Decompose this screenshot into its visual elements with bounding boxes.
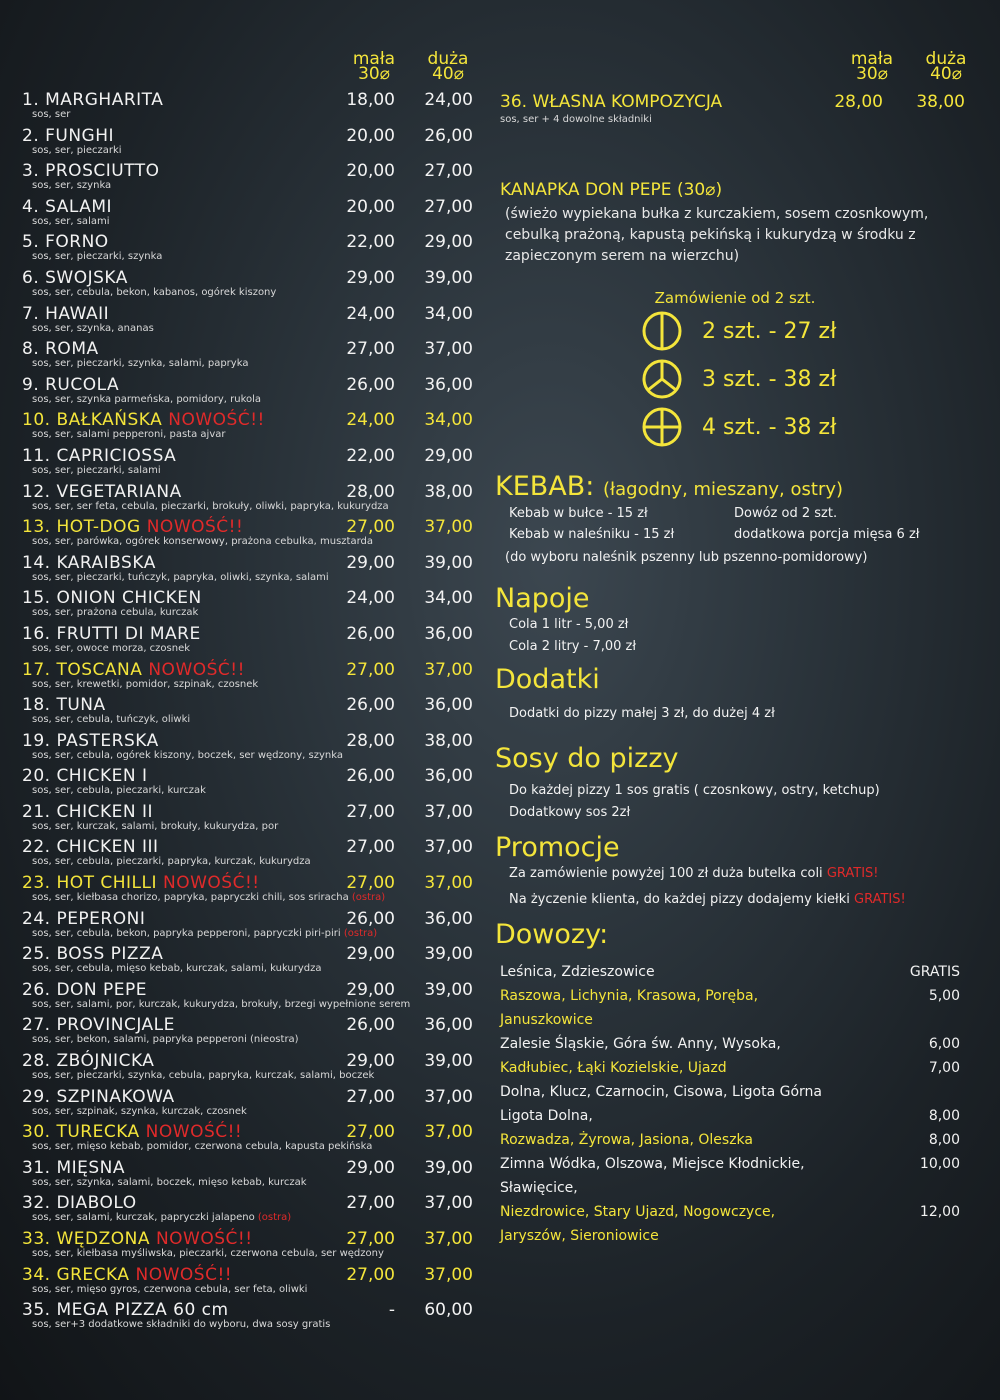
pizza-item [22,731,477,767]
pizza-item [22,837,477,873]
pizza-ingredients: sos, ser, cebula, bekon, papryka pepperoni, papryczki piri-piri (ostra) [32,927,378,939]
pizza-name: 3. PROSCIUTTO [22,161,160,182]
promocje-section: Promocje Za zamówienie powyżej 100 zł duża butelka coli GRATIS! Na życzenie klienta, do każdej pizzy dodajemy kiełki GRATIS! [495,832,975,911]
pizza-item [22,482,477,518]
delivery-towns: Leśnica, Zdzieszowice [500,964,655,980]
pizza-name: 20. CHICKEN I [22,766,148,787]
pizza-item [22,446,477,482]
pizza-item [22,517,477,553]
kanapka-description: (świeżo wypiekana bułka z kurczakiem, sosem czosnkowym, cebulką prażoną, kapustą pekińską i kukurydzą w środku z zapieczonym serem na wierzchu) [505,206,929,264]
pizza-ingredients: sos, ser, cebula, mięso kebab, kurczak, salami, kukurydza [32,963,322,975]
four-piece-icon [640,405,684,449]
price-small: 26,00 [346,695,395,716]
delivery-towns: Jaryszów, Sieroniowice [500,1228,659,1244]
delivery-towns: Zalesie Śląskie, Góra św. Anny, Wysoka, [500,1036,781,1052]
pizza-ingredients: sos, ser, cebula, pieczarki, kurczak [32,785,206,797]
price-large: 37,00 [424,517,473,538]
pizza-ingredients: sos, ser, mięso kebab, pomidor, czerwona cebula, kapusta pekińska [32,1141,373,1153]
price-large: 37,00 [424,1229,473,1249]
price-small: 27,00 [346,1264,395,1285]
delivery-towns: Ligota Dolna, [500,1108,593,1124]
dodatki-section: Dodatki Dodatki do pizzy małej 3 zł, do dużej 4 zł [495,664,975,725]
pizza-ingredients: sos, ser, krewetki, pomidor, szpinak, czosnek [32,678,259,690]
pizza-name: 16. FRUTTI DI MARE [22,623,201,644]
price-small: 20,00 [346,161,395,182]
pizza-ingredients: sos, ser, kurczak, salami, brokuły, kukurydza, por [32,820,279,832]
pizza-ingredients: sos, ser, kiełbasa chorizo, papryka, papryczki chili, sos sriracha (ostra) [32,892,386,904]
pizza-item [22,909,477,945]
delivery-towns: Dolna, Klucz, Czarnocin, Cisowa, Ligota Górna [500,1084,822,1100]
delivery-price: 12,00 [919,1204,960,1220]
kanapka-order-min: Zamówienie od 2 szt. [654,289,816,307]
price-large: 36,00 [424,695,473,716]
pizza-ingredients: sos, ser, pieczarki, szynka, cebula, papryka, kurczak, salami, boczek [32,1070,375,1082]
pizza-item [22,1193,477,1229]
price-large: 26,00 [424,125,473,146]
pizza-name: 26. DON PEPE [22,979,148,1000]
price-small: 26,00 [346,374,395,395]
price-large: 37,00 [424,1086,473,1107]
kebab-section [495,471,975,565]
pizza-item [22,268,477,304]
price-large: 37,00 [424,1122,473,1143]
price-large: 38,00 [424,730,473,751]
pizza-name: 17. TOSCANA NOWOŚĆ!! [22,659,245,680]
price-large: 24,00 [424,90,473,110]
price-small: 29,00 [346,1157,395,1178]
price-small: 27,00 [346,659,395,680]
napoje-section: Napoje Cola 1 litr - 5,00 zł Cola 2 litry - 7,00 zł [495,583,975,658]
price-large: 34,00 [424,588,473,609]
price-small: 27,00 [346,1086,395,1107]
promocje-title: Promocje [495,832,620,863]
pizza-item [22,1229,477,1265]
delivery-price: 7,00 [928,1060,960,1076]
own-composition [495,90,975,180]
delivery-price: 10,00 [919,1156,960,1172]
pizza-name: 7. HAWAII [22,303,110,324]
pizza-name: 5. FORNO [22,232,109,253]
pizza-item [22,695,477,731]
price-small: 27,00 [346,339,395,360]
price-small: 24,00 [346,303,395,324]
pizza-name: 12. VEGETARIANA [22,481,182,502]
price-large: 37,00 [424,659,473,680]
pizza-ingredients: sos, ser, szynka, ananas [32,322,154,334]
pizza-item [22,304,477,340]
pizza-ingredients: sos, ser, pieczarki, salami [32,464,161,476]
kebab-info: Kebab w bułce - 15 zł Dowóz od 2 szt. Kebab w naleśniku - 15 zł dodatkowa porcja mięsa 6 zł [509,506,920,542]
size-large-right: duża 40⌀ [925,49,967,84]
pizza-ingredients: sos, ser, pieczarki, szynka, salami, papryka [32,358,249,370]
price-small: 26,00 [346,623,395,644]
price-large: 27,00 [424,161,473,182]
price-small: 29,00 [346,1051,395,1072]
pizza-name: 18. TUNA [22,695,106,716]
price-small: 27,00 [346,837,395,858]
pizza-ingredients: sos, ser, pieczarki [32,144,122,156]
size-header-right [495,49,975,90]
delivery-price: 5,00 [928,988,960,1004]
hot-tag: (ostra) [257,1212,292,1224]
dowozy-list [495,960,975,1248]
price-large: 60,00 [424,1300,473,1321]
own-name: 36. WŁASNA KOMPOZYCJA [500,92,723,112]
pizza-name: 27. PROVINCJALE [22,1015,175,1036]
delivery-row [500,1176,960,1200]
pizza-item [22,588,477,624]
price-small: 26,00 [346,766,395,787]
pizza-name: 19. PASTERSKA [22,730,159,751]
pizza-ingredients: sos, ser, prażona cebula, kurczak [32,607,199,619]
price-large: 37,00 [424,1193,473,1214]
price-large: 37,00 [424,837,473,858]
delivery-towns: Kadłubiec, Łąki Kozielskie, Ujazd [500,1060,727,1076]
hot-tag: (ostra) [343,927,378,939]
pizza-item [22,873,477,909]
pizza-item [22,1122,477,1158]
delivery-towns: Januszkowice [500,1012,593,1028]
delivery-row [500,1152,960,1176]
own-price-small: 28,00 [834,92,883,112]
price-large: 29,00 [424,445,473,466]
sosy-title: Sosy do pizzy [495,743,679,774]
new-badge: NOWOŚĆ!! [135,1264,233,1285]
pizza-item [22,802,477,838]
pizza-item [22,1015,477,1051]
dowozy-section [495,919,975,1248]
sosy-section: Sosy do pizzy Do każdej pizzy 1 sos gratis ( czosnkowy, ostry, ketchup) Dodatkowy sos 2zł [495,743,975,824]
size-small-right: mała 30⌀ [850,49,894,84]
kanapka-title: KANAPKA DON PEPE (30⌀) [500,180,723,200]
delivery-price: 6,00 [928,1036,960,1052]
pizza-name: 11. CAPRICIOSSA [22,445,177,466]
delivery-row [500,1128,960,1152]
pizza-item [22,375,477,411]
price-large: 39,00 [424,979,473,1000]
price-small: 27,00 [346,1229,395,1249]
pizza-name: 13. HOT-DOG NOWOŚĆ!! [22,517,244,538]
size-large: duża 40⌀ [427,49,469,84]
pizza-ingredients: sos, ser, salami, kurczak, papryczki jalapeno (ostra) [32,1212,292,1224]
pizza-ingredients: sos, ser, szynka parmeńska, pomidory, rukola [32,393,262,405]
deal-3: 3 szt. - 38 zł [640,355,975,403]
price-small: 27,00 [346,517,395,538]
pizza-ingredients: sos, ser, bekon, salami, papryka pepperoni (nieostra) [32,1034,299,1046]
pizza-ingredients: sos, ser, cebula, pieczarki, papryka, kurczak, kukurydza [32,856,311,868]
price-large: 37,00 [424,1264,473,1285]
pizza-ingredients: sos, ser, salami [32,215,110,227]
price-small: 28,00 [346,481,395,502]
pizza-name: 34. GRECKA NOWOŚĆ!! [22,1264,233,1285]
kebab-note: (do wyboru naleśnik pszenny lub pszenno-pomidorowy) [505,550,868,565]
pizza-name: 23. HOT CHILLI NOWOŚĆ!! [22,873,260,894]
pizza-item [22,624,477,660]
pizza-name: 31. MIĘSNA [22,1157,125,1178]
price-large: 36,00 [424,1015,473,1036]
new-badge: NOWOŚĆ!! [146,517,244,538]
own-ingredients: sos, ser + 4 dowolne składniki [500,114,652,125]
delivery-row [500,1056,960,1080]
price-small: 29,00 [346,267,395,288]
delivery-towns: Zimna Wódka, Olszowa, Miejsce Kłodnickie, [500,1156,805,1172]
price-small: 26,00 [346,908,395,929]
new-badge: NOWOŚĆ!! [168,410,265,431]
pizza-name: 32. DIABOLO [22,1193,137,1214]
price-large: 39,00 [424,944,473,965]
delivery-price: 8,00 [928,1132,960,1148]
price-small: 27,00 [346,873,395,894]
napoje-title: Napoje [495,583,590,614]
pizza-name: 14. KARAIBSKA [22,552,156,573]
price-small: 20,00 [346,125,395,146]
pizza-ingredients: sos, ser, ser feta, cebula, pieczarki, brokuły, oliwki, papryka, kukurydza [32,500,389,512]
pizza-item [22,1087,477,1123]
pizza-item [22,766,477,802]
price-large: 38,00 [424,481,473,502]
kebab-title: KEBAB: (łagodny, mieszany, ostry) [495,471,844,502]
dowozy-title: Dowozy: [495,919,609,950]
pizza-item [22,1265,477,1301]
delivery-row [500,960,960,984]
pizza-ingredients: sos, ser, kiełbasa myśliwska, pieczarki, czerwona cebula, ser wędzony [32,1248,384,1259]
price-small: 27,00 [346,1122,395,1143]
deal-4: 4 szt. - 38 zł [640,403,975,451]
pizza-item [22,553,477,589]
delivery-row [500,1104,960,1128]
pizza-name: 1. MARGHARITA [22,90,164,110]
price-small: 28,00 [346,730,395,751]
new-badge: NOWOŚĆ!! [155,1229,253,1249]
pizza-ingredients: sos, ser, salami, por, kurczak, kukurydza, brokuły, brzegi wypełnione serem [32,998,411,1010]
pizza-ingredients: sos, ser, salami pepperoni, pasta ajvar [32,429,226,441]
delivery-row [500,1032,960,1056]
pizza-name: 35. MEGA PIZZA 60 cm [22,1300,229,1321]
price-small: 22,00 [346,232,395,253]
pizza-ingredients: sos, ser, szpinak, szynka, kurczak, czosnek [32,1105,247,1117]
price-small: 27,00 [346,1193,395,1214]
pizza-name: 28. ZBÓJNICKA [22,1051,155,1072]
pizza-ingredients: sos, ser+3 dodatkowe składniki do wyboru, dwa sosy gratis [32,1319,331,1331]
pizza-ingredients: sos, ser, pieczarki, tuńczyk, papryka, oliwki, szynka, salami [32,571,329,583]
new-badge: NOWOŚĆ!! [145,1122,243,1143]
pizza-ingredients: sos, ser, cebula, bekon, kabanos, ogórek kiszony [32,286,277,298]
three-piece-icon [640,357,684,401]
pizza-item [22,90,477,126]
pizza-ingredients: sos, ser, cebula, tuńczyk, oliwki [32,714,191,726]
delivery-price: GRATIS [909,964,960,980]
dodatki-title: Dodatki [495,664,600,695]
pizza-ingredients: sos, ser, cebula, ogórek kiszony, boczek, ser wędzony, szynka [32,749,343,761]
pizza-ingredients: sos, ser, mięso gyros, czerwona cebula, ser feta, oliwki [32,1283,308,1295]
kanapka-section [495,180,975,451]
pizza-name: 9. RUCOLA [22,374,120,395]
pizza-item [22,1300,477,1336]
delivery-row [500,1224,960,1248]
size-header [22,49,477,90]
pizza-ingredients: sos, ser, parówka, ogórek konserwowy, prażona cebulka, musztarda [32,536,374,548]
price-large: 39,00 [424,267,473,288]
right-column [495,49,975,1248]
pizza-item [22,339,477,375]
pizza-name: 6. SWOJSKA [22,267,128,288]
price-large: 29,00 [424,232,473,253]
price-small: 26,00 [346,1015,395,1036]
price-large: 34,00 [424,303,473,324]
pizza-item [22,410,477,446]
pizza-item [22,980,477,1016]
pizza-name: 10. BAŁKAŃSKA NOWOŚĆ!! [22,410,265,431]
pizza-item [22,161,477,197]
price-large: 39,00 [424,552,473,573]
delivery-row [500,984,960,1008]
price-small: 24,00 [346,588,395,609]
price-large: 37,00 [424,873,473,894]
pizza-name: 15. ONION CHICKEN [22,588,202,609]
delivery-row [500,1200,960,1224]
delivery-price: 8,00 [928,1108,960,1124]
price-large: 34,00 [424,410,473,431]
delivery-towns: Niezdrowice, Stary Ujazd, Nogowczyce, [500,1204,776,1220]
price-large: 36,00 [424,766,473,787]
pizza-ingredients: sos, ser, szynka, salami, boczek, mięso kebab, kurczak [32,1176,307,1188]
price-large: 37,00 [424,339,473,360]
price-large: 36,00 [424,908,473,929]
pizza-ingredients: sos, ser, szynka [32,180,112,192]
two-piece-icon [640,309,684,353]
pizza-item [22,660,477,696]
new-badge: NOWOŚĆ!! [163,873,260,894]
price-small: 22,00 [346,445,395,466]
pizza-item [22,1158,477,1194]
price-small: 24,00 [346,410,395,431]
price-small: 29,00 [346,979,395,1000]
price-small: 27,00 [346,801,395,822]
pizza-ingredients: sos, ser [32,109,71,120]
pizza-name: 21. CHICKEN II [22,801,154,822]
price-small: 29,00 [346,552,395,573]
pizza-column [22,49,477,1336]
pizza-name: 8. ROMA [22,339,99,360]
pizza-item [22,126,477,162]
price-large: 36,00 [424,623,473,644]
price-large: 37,00 [424,801,473,822]
pizza-name: 4. SALAMI [22,196,113,217]
delivery-row [500,1008,960,1032]
pizza-item [22,1051,477,1087]
price-large: 39,00 [424,1051,473,1072]
pizza-ingredients: sos, ser, owoce morza, czosnek [32,642,191,654]
hot-tag: (ostra) [351,892,386,904]
pizza-name: 2. FUNGHI [22,125,115,146]
pizza-item [22,944,477,980]
delivery-towns: Rozwadza, Żyrowa, Jasiona, Oleszka [500,1132,753,1148]
price-small: 20,00 [346,196,395,217]
pizza-item [22,232,477,268]
pizza-item [22,197,477,233]
price-small: - [388,1300,395,1321]
deal-2: 2 szt. - 27 zł [640,307,975,355]
price-small: 18,00 [346,90,395,110]
price-large: 39,00 [424,1157,473,1178]
delivery-towns: Raszowa, Lichynia, Krasowa, Poręba, [500,988,759,1004]
pizza-name: 25. BOSS PIZZA [22,944,164,965]
price-small: 29,00 [346,944,395,965]
pizza-name: 30. TURECKA NOWOŚĆ!! [22,1122,243,1143]
pizza-name: 29. SZPINAKOWA [22,1086,175,1107]
new-badge: NOWOŚĆ!! [148,659,245,680]
size-small: mała 30⌀ [352,49,396,84]
pizza-name: 24. PEPERONI [22,908,146,929]
pizza-name: 22. CHICKEN III [22,837,159,858]
own-price-large: 38,00 [916,92,965,112]
pizza-ingredients: sos, ser, pieczarki, szynka [32,251,163,263]
delivery-row [500,1080,960,1104]
delivery-towns: Sławięcice, [500,1180,578,1196]
price-large: 36,00 [424,374,473,395]
pizza-name: 33. WĘDZONA NOWOŚĆ!! [22,1229,253,1249]
price-large: 27,00 [424,196,473,217]
pizza-list [22,90,477,1336]
